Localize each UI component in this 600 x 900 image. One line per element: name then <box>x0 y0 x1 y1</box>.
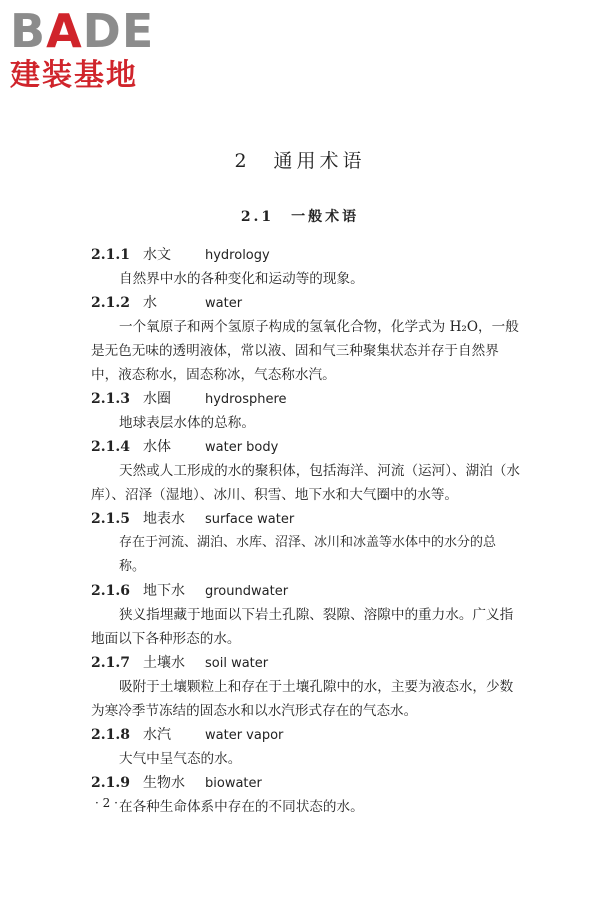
term-heading <box>91 771 521 795</box>
term-definition: 自然界中水的各种变化和运动等的现象。 <box>119 271 364 287</box>
term-chinese: 水圈 <box>143 391 171 407</box>
term-definition: 狭义指埋藏于地面以下岩土孔隙、裂隙、溶隙中的重力水。广义指地面以下各种形态的水。 <box>91 607 514 647</box>
logo-wordmark <box>10 6 154 56</box>
term-chinese: 地下水 <box>143 583 185 599</box>
term-heading <box>91 243 521 267</box>
logo-word-part1: B <box>10 4 47 58</box>
term-entry <box>91 507 521 579</box>
term-heading <box>91 723 521 747</box>
term-entry <box>91 579 521 651</box>
logo-chinese-name: 建装基地 <box>10 58 138 93</box>
term-heading <box>91 579 521 603</box>
term-entry <box>91 771 521 819</box>
term-number: 2.1.4 <box>91 439 130 455</box>
term-english: water vapor <box>205 728 284 743</box>
term-definition: 天然或人工形成的水的聚积体，包括海洋、河流（运河）、湖泊（水库）、沼泽（湿地）、冰川、积雪、地下水和大气圈中的水等。 <box>91 463 521 503</box>
term-number: 2.1.6 <box>91 583 130 599</box>
term-english: hydrology <box>205 248 270 263</box>
page-number: · 2 · <box>95 796 118 810</box>
term-chinese: 水 <box>143 295 157 311</box>
term-heading <box>91 387 521 411</box>
brand-logo <box>10 6 180 96</box>
term-english: hydrosphere <box>205 392 287 407</box>
term-entry <box>91 651 521 723</box>
term-number: 2.1.3 <box>91 391 130 407</box>
term-heading <box>91 507 521 531</box>
term-entry <box>91 387 521 435</box>
term-english: soil water <box>205 656 269 671</box>
term-chinese: 土壤水 <box>143 655 185 671</box>
term-number: 2.1.5 <box>91 511 130 527</box>
term-entry <box>91 723 521 771</box>
chapter-title: 2 通用术语 <box>234 150 366 172</box>
term-english: groundwater <box>205 584 289 599</box>
term-english: biowater <box>205 776 262 791</box>
term-definition: 大气中呈气态的水。 <box>119 751 242 767</box>
term-english: water body <box>205 440 279 455</box>
term-entry <box>91 435 521 507</box>
term-number: 2.1.9 <box>91 775 130 791</box>
term-definition: 一个氧原子和两个氢原子构成的氢氧化合物，化学式为 H₂O，一般是无色无味的透明液体，常以液、固和气三种聚集状态并存于自然界中，液态称水，固态称冰，气态称水汽。 <box>91 319 519 383</box>
term-english: surface water <box>205 512 295 527</box>
term-chinese: 地表水 <box>143 511 185 527</box>
term-number: 2.1.8 <box>91 727 130 743</box>
term-entry <box>91 243 521 291</box>
term-chinese: 水体 <box>143 439 171 455</box>
term-chinese: 生物水 <box>143 775 185 791</box>
term-number: 2.1.1 <box>91 247 130 263</box>
term-number: 2.1.2 <box>91 295 130 311</box>
term-number: 2.1.7 <box>91 655 130 671</box>
term-definition: 地球表层水体的总称。 <box>119 415 255 431</box>
term-heading <box>91 651 521 675</box>
term-chinese: 水汽 <box>143 727 171 743</box>
logo-word-accent: A <box>46 4 83 58</box>
logo-word-part2: DE <box>82 4 155 58</box>
term-heading <box>91 291 521 315</box>
term-heading <box>91 435 521 459</box>
term-list <box>91 243 521 819</box>
term-entry <box>91 291 521 387</box>
term-definition: 吸附于土壤颗粒上和存在于土壤孔隙中的水，主要为液态水，少数为寒冷季节冻结的固态水和以水汽形式存在的气态水。 <box>91 679 514 719</box>
term-definition: 在各种生命体系中存在的不同状态的水。 <box>119 799 364 815</box>
section-title: 2.1 一般术语 <box>240 209 360 225</box>
term-definition: 存在于河流、湖泊、水库、沼泽、冰川和冰盖等水体中的水分的总称。 <box>119 535 497 574</box>
term-chinese: 水文 <box>143 247 171 263</box>
term-english: water <box>205 296 243 311</box>
